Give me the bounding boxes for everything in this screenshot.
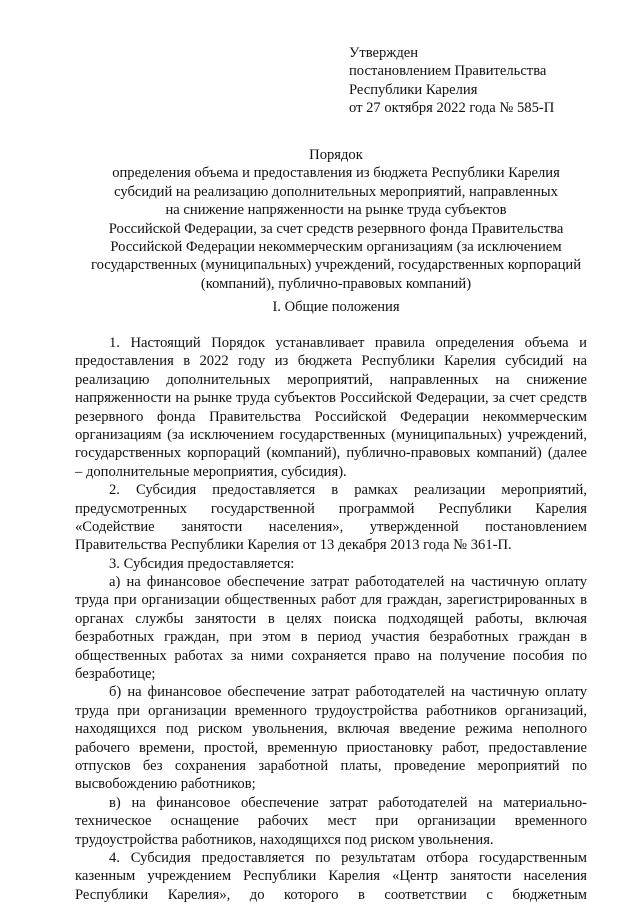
paragraph-line: органах службы занятости в целях поиска подходящей работы, включая [75, 610, 587, 627]
paragraph-line: напряженности на рынке труда субъектов Российской Федерации, за счет средств [75, 390, 587, 407]
paragraph-line: находящихся под риском увольнения, включая введение режима неполного [75, 721, 587, 738]
title-line: Российской Федерации некоммерческим организациям (за исключением [110, 238, 562, 255]
paragraph-line: реализацию дополнительных мероприятий, направленных на снижение [75, 371, 587, 388]
paragraph-line: – дополнительные мероприятия, субсидия). [75, 463, 347, 480]
approval-line: Республики Карелия [349, 81, 478, 98]
paragraph-line: предусмотренных государственной программой Республики Карелия [75, 500, 587, 517]
title-line: государственных (муниципальных) учреждений, государственных корпораций [90, 257, 582, 274]
paragraph-line: труда при организации временного трудоустройства работников организаций, [75, 702, 587, 719]
paragraph-line: Правительства Республики Карелия от 13 декабря 2013 года № 361-П. [75, 537, 512, 554]
paragraph-line: 2. Субсидия предоставляется в рамках реализации мероприятий, [109, 482, 587, 499]
paragraph-line: безработице; [75, 666, 156, 683]
paragraph-line: организациям (за исключением государственных (муниципальных) учреждений, [75, 426, 587, 443]
paragraph-line: резервного фонда Правительства Российской Федерации некоммерческим [75, 408, 587, 425]
paragraph-line: труда при организации общественных работ для граждан, зарегистрированных в [75, 592, 587, 609]
paragraph-line: общественных работах за ними сохраняется право на получение пособия по [75, 647, 587, 664]
paragraph-line: 4. Субсидия предоставляется по результатам отбора государственным [109, 849, 587, 866]
paragraph-line: техническое оснащение рабочих мест при организации временного [75, 813, 587, 830]
paragraph-line: безработных граждан, при этом в период участия безработных граждан в [75, 629, 587, 646]
paragraph-line: предоставления в 2022 году из бюджета Республики Карелия субсидий на [75, 353, 587, 370]
title-line: (компаний), публично-правовых компаний) [200, 275, 472, 292]
approval-line: Утвержден [349, 45, 419, 61]
paragraph-line: государственных корпораций (компаний), публично-правовых компаний) (далее [75, 445, 587, 462]
paragraph-line: высвобождению работников; [75, 776, 256, 793]
approval-line: от 27 октября 2022 года № 585-П [349, 100, 555, 117]
paragraph-line: «Содействие занятости населения», утвержденной постановлением [75, 518, 587, 535]
paragraph-line: в) на финансовое обеспечение затрат работодателей на материально- [109, 794, 587, 811]
paragraph-line: б) на финансовое обеспечение затрат работодателей на частичную оплату [109, 684, 587, 701]
title-line: Порядок [309, 147, 363, 163]
approval-line: постановлением Правительства [349, 63, 547, 80]
paragraph-line: отпусков без сохранения заработной платы, проведение мероприятий по [75, 757, 587, 774]
title-line: на снижение напряженности на рынке труда субъектов [165, 202, 507, 219]
approval-block [349, 44, 554, 118]
title-line: определения объема и предоставления из бюджета Республики Карелия [112, 165, 560, 182]
paragraph-line: рабочего времени, простой, временную приостановку работ, предоставление [75, 739, 587, 756]
title-line: Российской Федерации, за счет средств резервного фонда Правительства [108, 220, 564, 237]
document-title [60, 146, 612, 293]
paragraph-line: казенным учреждением Республики Карелия «Центр занятости населения [75, 868, 587, 885]
paragraph-line: а) на финансовое обеспечение затрат работодателей на частичную оплату [109, 574, 587, 591]
section-heading: I. Общие положения [272, 299, 400, 315]
title-line: субсидий на реализацию дополнительных мероприятий, направленных [114, 183, 558, 200]
document-body [75, 334, 587, 904]
paragraph-line: 3. Субсидия предоставляется: [109, 555, 295, 572]
paragraph-line: 1. Настоящий Порядок устанавливает правила определения объема и [109, 335, 587, 351]
paragraph-line: трудоустройства работников, находящихся под риском увольнения. [75, 831, 494, 848]
paragraph-line: Республики Карелия», до которого в соответствии с бюджетным [75, 886, 587, 903]
